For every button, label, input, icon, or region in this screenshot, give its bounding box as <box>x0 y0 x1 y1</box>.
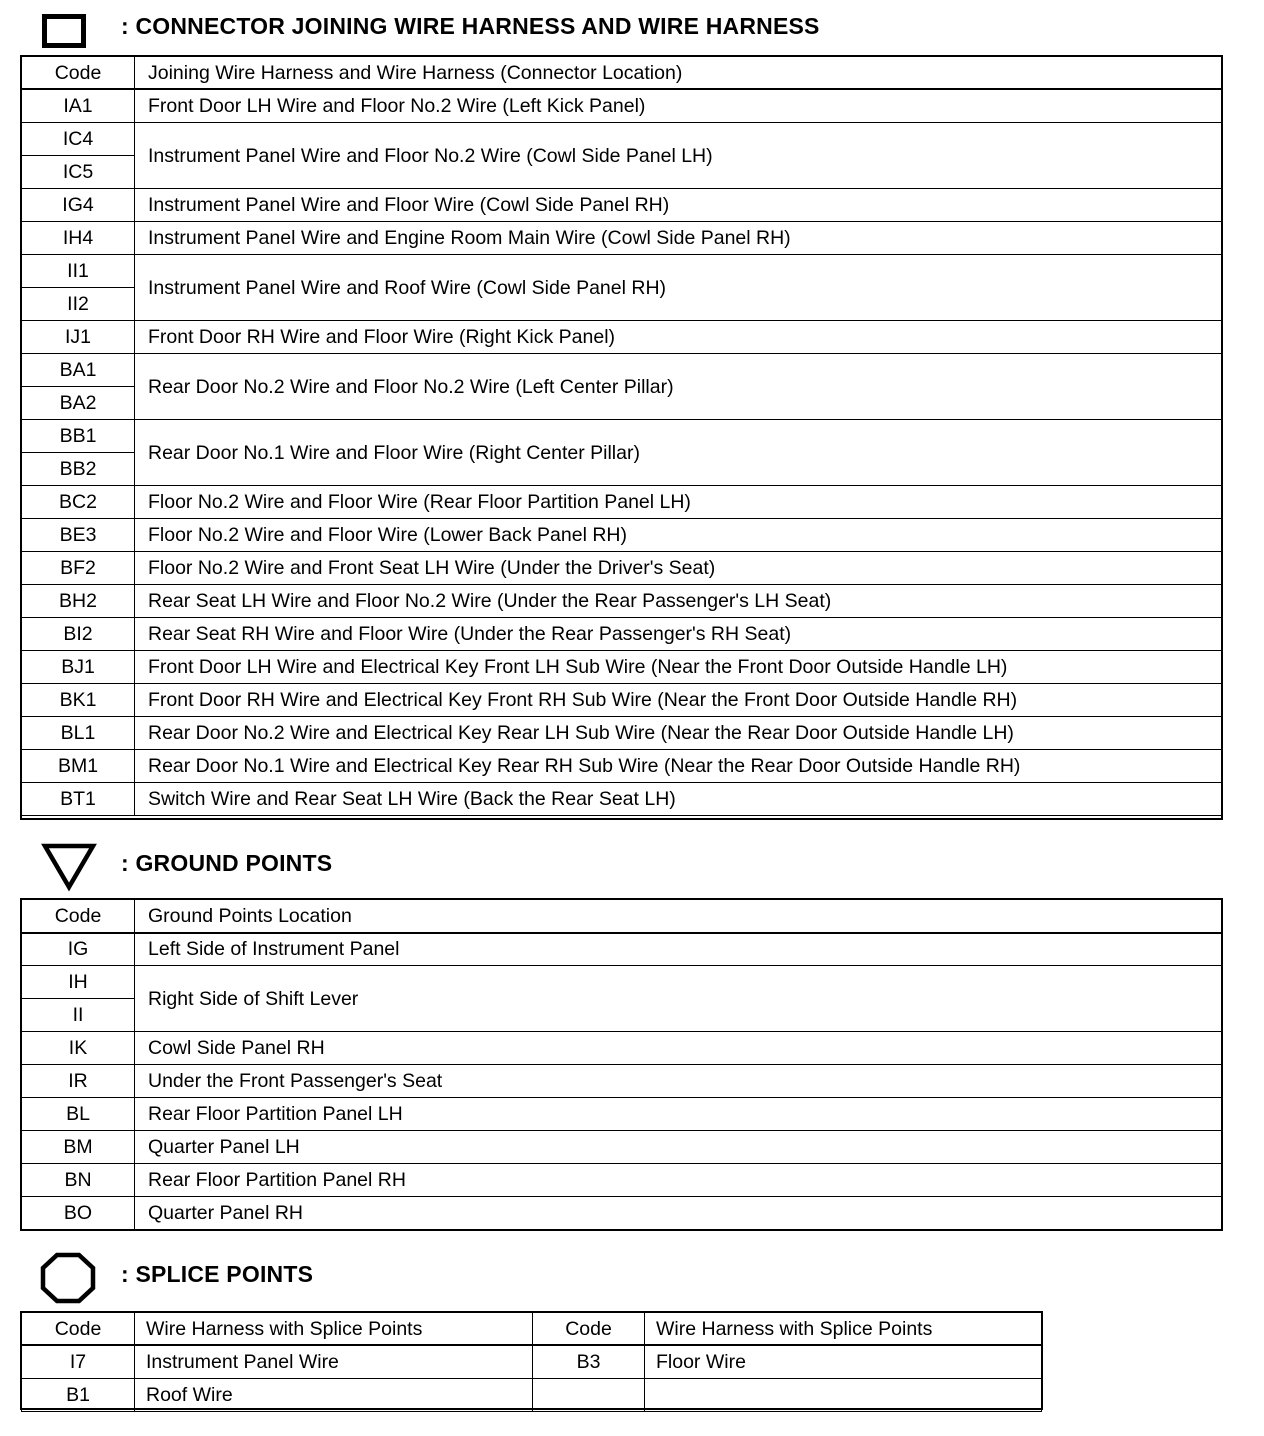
table-row <box>22 1197 1222 1230</box>
description-cell: Rear Seat LH Wire and Floor No.2 Wire (Under the Rear Passenger's LH Seat) <box>135 585 1222 618</box>
description-cell: Rear Floor Partition Panel LH <box>135 1098 1222 1131</box>
square-icon <box>42 14 86 48</box>
code-cell: BM <box>22 1131 135 1164</box>
header-wire: Wire Harness with Splice Points <box>135 1313 533 1346</box>
code-cell: II1 <box>22 255 135 288</box>
code-cell: BB2 <box>22 453 135 486</box>
wire-cell: Roof Wire <box>135 1379 533 1412</box>
table-row <box>22 1346 1042 1379</box>
description-cell: Quarter Panel RH <box>135 1197 1222 1230</box>
header-code: Code <box>22 900 135 933</box>
table-row <box>22 1032 1222 1065</box>
description-cell: Front Door LH Wire and Electrical Key Front LH Sub Wire (Near the Front Door Outside Handle LH) <box>135 651 1222 684</box>
table-row <box>22 1131 1222 1164</box>
grounds-title: : GROUND POINTS <box>121 850 333 876</box>
table-row <box>22 750 1222 783</box>
table-row <box>22 255 1222 288</box>
table-row <box>22 684 1222 717</box>
table-row <box>22 222 1222 255</box>
splices-table <box>21 1312 1042 1412</box>
description-cell: Rear Door No.2 Wire and Electrical Key Rear LH Sub Wire (Near the Rear Door Outside Handle LH) <box>135 717 1222 750</box>
description-cell: Rear Door No.1 Wire and Electrical Key Rear RH Sub Wire (Near the Rear Door Outside Handle RH) <box>135 750 1222 783</box>
description-cell: Rear Door No.1 Wire and Floor Wire (Right Center Pillar) <box>135 420 1222 486</box>
code-cell: B3 <box>533 1346 645 1379</box>
description-cell: Floor No.2 Wire and Floor Wire (Lower Back Panel RH) <box>135 519 1222 552</box>
code-cell: I7 <box>22 1346 135 1379</box>
header-code: Code <box>533 1313 645 1346</box>
code-cell: B1 <box>22 1379 135 1412</box>
wire-cell: Floor Wire <box>645 1346 1042 1379</box>
table-row <box>22 354 1222 387</box>
table-row <box>22 618 1222 651</box>
description-cell: Front Door LH Wire and Floor No.2 Wire (Left Kick Panel) <box>135 90 1222 123</box>
table-row <box>22 1098 1222 1131</box>
code-cell: II2 <box>22 288 135 321</box>
description-cell: Instrument Panel Wire and Floor No.2 Wire (Cowl Side Panel LH) <box>135 123 1222 189</box>
description-cell: Switch Wire and Rear Seat LH Wire (Back the Rear Seat LH) <box>135 783 1222 816</box>
triangle-down-icon <box>40 842 98 892</box>
code-cell: BK1 <box>22 684 135 717</box>
code-cell: IA1 <box>22 90 135 123</box>
header-location: Ground Points Location <box>135 900 1222 933</box>
table-row <box>22 486 1222 519</box>
header-code: Code <box>22 57 135 90</box>
description-cell: Under the Front Passenger's Seat <box>135 1065 1222 1098</box>
header-location: Joining Wire Harness and Wire Harness (Connector Location) <box>135 57 1222 90</box>
table-row <box>22 519 1222 552</box>
table-row <box>22 717 1222 750</box>
code-cell: IR <box>22 1065 135 1098</box>
description-cell: Rear Seat RH Wire and Floor Wire (Under the Rear Passenger's RH Seat) <box>135 618 1222 651</box>
description-cell: Floor No.2 Wire and Front Seat LH Wire (Under the Driver's Seat) <box>135 552 1222 585</box>
description-cell: Instrument Panel Wire and Engine Room Main Wire (Cowl Side Panel RH) <box>135 222 1222 255</box>
wire-cell <box>645 1379 1042 1412</box>
code-cell: BB1 <box>22 420 135 453</box>
header-row <box>22 900 1222 933</box>
description-cell: Cowl Side Panel RH <box>135 1032 1222 1065</box>
code-cell: BE3 <box>22 519 135 552</box>
table-row <box>22 420 1222 453</box>
table-row <box>22 1065 1222 1098</box>
code-cell: BT1 <box>22 783 135 816</box>
description-cell: Right Side of Shift Lever <box>135 966 1222 1032</box>
table-row <box>22 90 1222 123</box>
description-cell: Instrument Panel Wire and Roof Wire (Cowl Side Panel RH) <box>135 255 1222 321</box>
code-cell: BF2 <box>22 552 135 585</box>
splices-header-rule <box>20 1344 1043 1346</box>
description-cell: Left Side of Instrument Panel <box>135 933 1222 966</box>
code-cell: BM1 <box>22 750 135 783</box>
grounds-table <box>21 899 1222 1230</box>
table-row <box>22 123 1222 156</box>
code-cell: IG <box>22 933 135 966</box>
code-cell: BO <box>22 1197 135 1230</box>
code-cell: BJ1 <box>22 651 135 684</box>
table-row <box>22 966 1222 999</box>
connectors-table <box>21 56 1222 816</box>
table-row <box>22 1379 1042 1412</box>
code-cell: BA2 <box>22 387 135 420</box>
table-row <box>22 552 1222 585</box>
table-row <box>22 321 1222 354</box>
connectors-header-rule <box>20 88 1223 90</box>
code-cell: IC5 <box>22 156 135 189</box>
code-cell: BL <box>22 1098 135 1131</box>
code-cell: BN <box>22 1164 135 1197</box>
table-row <box>22 651 1222 684</box>
table-row <box>22 189 1222 222</box>
connectors-title: : CONNECTOR JOINING WIRE HARNESS AND WIRE HARNESS <box>121 13 820 39</box>
table-row <box>22 933 1222 966</box>
description-cell: Rear Floor Partition Panel RH <box>135 1164 1222 1197</box>
grounds-header-rule <box>20 932 1223 934</box>
table-row <box>22 585 1222 618</box>
splices-title: : SPLICE POINTS <box>121 1261 314 1287</box>
code-cell: BL1 <box>22 717 135 750</box>
octagon-icon <box>40 1252 96 1304</box>
code-cell: IK <box>22 1032 135 1065</box>
code-cell: BC2 <box>22 486 135 519</box>
description-cell: Floor No.2 Wire and Floor Wire (Rear Floor Partition Panel LH) <box>135 486 1222 519</box>
header-row <box>22 57 1222 90</box>
description-cell: Front Door RH Wire and Electrical Key Front RH Sub Wire (Near the Front Door Outside Handle RH) <box>135 684 1222 717</box>
code-cell <box>533 1379 645 1412</box>
description-cell: Front Door RH Wire and Floor Wire (Right Kick Panel) <box>135 321 1222 354</box>
header-code: Code <box>22 1313 135 1346</box>
wire-cell: Instrument Panel Wire <box>135 1346 533 1379</box>
header-wire: Wire Harness with Splice Points <box>645 1313 1042 1346</box>
table-row <box>22 1164 1222 1197</box>
code-cell: IH <box>22 966 135 999</box>
code-cell: IG4 <box>22 189 135 222</box>
code-cell: BH2 <box>22 585 135 618</box>
code-cell: BA1 <box>22 354 135 387</box>
description-cell: Rear Door No.2 Wire and Floor No.2 Wire (Left Center Pillar) <box>135 354 1222 420</box>
description-cell: Quarter Panel LH <box>135 1131 1222 1164</box>
code-cell: IC4 <box>22 123 135 156</box>
code-cell: II <box>22 999 135 1032</box>
table-row <box>22 783 1222 816</box>
header-row <box>22 1313 1042 1346</box>
code-cell: IH4 <box>22 222 135 255</box>
code-cell: IJ1 <box>22 321 135 354</box>
description-cell: Instrument Panel Wire and Floor Wire (Cowl Side Panel RH) <box>135 189 1222 222</box>
code-cell: BI2 <box>22 618 135 651</box>
